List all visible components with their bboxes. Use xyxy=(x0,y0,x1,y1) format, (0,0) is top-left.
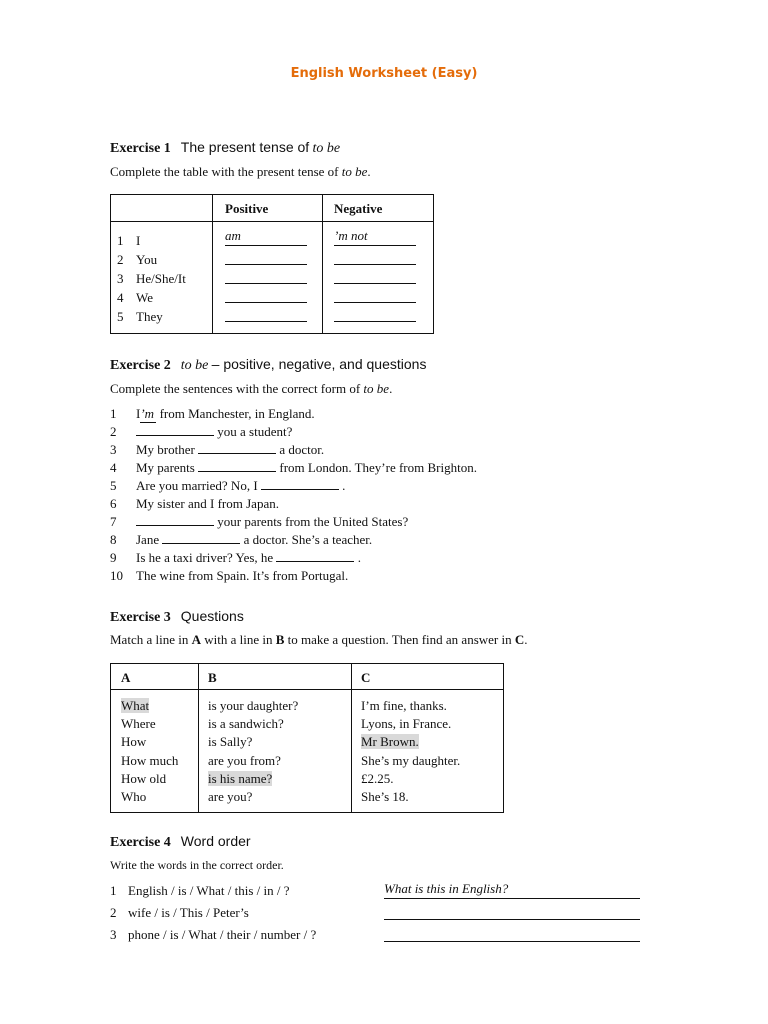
answer-line-1[interactable] xyxy=(384,882,640,899)
table-divider xyxy=(198,664,199,812)
item-text: your parents from the United States? xyxy=(217,514,409,529)
list-item xyxy=(110,460,477,478)
header-a: A xyxy=(121,670,131,685)
list-item xyxy=(110,514,408,532)
item-number: 3 xyxy=(110,442,117,457)
exercise-2-heading xyxy=(110,356,426,374)
column-a-cell[interactable]: Who xyxy=(121,788,147,804)
answer-blank[interactable] xyxy=(261,479,339,490)
list-item xyxy=(110,406,315,424)
row-pronoun: You xyxy=(136,252,158,267)
instruction-italic: to be xyxy=(363,381,390,396)
negative-answer-1[interactable] xyxy=(334,229,416,246)
positive-answer-4[interactable] xyxy=(225,286,307,303)
column-a-cell[interactable]: Where xyxy=(121,716,156,732)
answer-blank[interactable] xyxy=(276,551,354,562)
item-number: 1 xyxy=(110,883,117,898)
row-number: 2 xyxy=(117,252,124,267)
row-number: 1 xyxy=(117,233,124,248)
item-number: 9 xyxy=(110,550,117,565)
column-c-cell[interactable]: I’m fine, thanks. xyxy=(361,698,447,713)
table-row xyxy=(117,252,157,271)
instruction-text: Match a line in xyxy=(110,632,192,647)
item-number: 10 xyxy=(110,568,123,583)
exercise-2-label: Exercise 2 xyxy=(110,358,171,373)
item-text: My parents xyxy=(136,460,195,475)
instruction-text: to make a question. Then find an answer in xyxy=(284,632,515,647)
header-positive: Positive xyxy=(225,201,269,216)
item-number: 1 xyxy=(110,406,117,421)
exercise-3-label: Exercise 3 xyxy=(110,610,171,625)
answer-blank[interactable] xyxy=(136,515,214,526)
item-words: phone / is / What / their / number / ? xyxy=(128,927,317,942)
row-number: 5 xyxy=(117,309,124,324)
exercise-3-subtitle: Questions xyxy=(180,608,244,624)
item-number: 5 xyxy=(110,478,117,493)
column-c-cell[interactable]: Lyons, in France. xyxy=(361,716,452,732)
list-item xyxy=(110,905,249,921)
answer-line-3[interactable] xyxy=(384,925,640,942)
list-item xyxy=(110,568,348,586)
item-number: 7 xyxy=(110,514,117,529)
column-b-cell[interactable]: are you from? xyxy=(208,752,281,768)
column-b-cell[interactable]: is Sally? xyxy=(208,734,253,750)
list-item xyxy=(110,424,292,442)
list-item xyxy=(110,550,361,568)
row-pronoun: I xyxy=(136,233,141,248)
worksheet-title: English Worksheet (Easy) xyxy=(290,66,478,81)
column-c-cell[interactable]: She’s my daughter. xyxy=(361,752,461,768)
column-a xyxy=(121,698,178,807)
instruction-bold: B xyxy=(275,632,285,647)
item-text: a doctor. xyxy=(279,442,325,457)
answer-line-2[interactable] xyxy=(384,903,640,920)
exercise-4-label: Exercise 4 xyxy=(110,835,171,850)
item-number: 2 xyxy=(110,905,117,920)
column-c-cell[interactable]: She’s 18. xyxy=(361,788,409,804)
table-row xyxy=(117,233,140,252)
item-words: wife / is / This / Peter’s xyxy=(128,905,249,920)
column-b-cell[interactable]: is his name? xyxy=(208,770,273,786)
row-number: 3 xyxy=(117,271,124,286)
item-text: from Manchester, in England. xyxy=(159,406,315,421)
negative-answer-5[interactable] xyxy=(334,305,416,322)
list-item xyxy=(110,478,345,496)
instruction-text: with a line in xyxy=(200,632,276,647)
exercise-4-instruction: Write the words in the correct order. xyxy=(110,858,284,872)
column-c-cell[interactable]: £2.25. xyxy=(361,770,394,786)
exercise-3-instruction xyxy=(110,632,528,648)
item-text: My sister and I from Japan. xyxy=(136,496,279,511)
column-a-cell[interactable]: What xyxy=(121,698,150,713)
exercise-4-subtitle: Word order xyxy=(180,833,251,849)
item-text: . xyxy=(357,550,361,565)
answer-blank[interactable] xyxy=(162,533,240,544)
exercise-2-subtitle-italic: to be xyxy=(180,358,209,373)
exercise-3-heading xyxy=(110,608,244,626)
exercise-2-instruction xyxy=(110,381,392,397)
positive-answer-3[interactable] xyxy=(225,267,307,284)
table-divider xyxy=(212,195,213,333)
column-a-cell[interactable]: How old xyxy=(121,770,167,786)
positive-example: am xyxy=(225,228,241,243)
instruction-bold: A xyxy=(191,632,201,647)
header-b: B xyxy=(208,670,217,685)
column-a-cell[interactable]: How much xyxy=(121,752,179,768)
instruction-punct: . xyxy=(389,381,393,396)
instruction-bold: C xyxy=(514,632,525,647)
item-number: 8 xyxy=(110,532,117,547)
answer-blank[interactable] xyxy=(198,443,276,454)
table-header-row xyxy=(111,195,433,222)
item-words: English / is / What / this / in / ? xyxy=(128,883,290,898)
exercise-1-subtitle: The present tense of xyxy=(180,139,310,155)
item-number: 2 xyxy=(110,424,117,439)
list-item xyxy=(110,927,316,943)
item-text: My brother xyxy=(136,442,195,457)
item-text: The wine from Spain. It’s from Portugal. xyxy=(136,568,349,583)
row-pronoun: He/She/It xyxy=(136,271,186,286)
answer-blank[interactable] xyxy=(198,461,276,472)
item-text: Is he a taxi driver? Yes, he xyxy=(136,550,274,565)
example-answer: ’m xyxy=(140,406,156,423)
item-number: 4 xyxy=(110,460,117,475)
list-item xyxy=(110,532,372,550)
item-text: Jane xyxy=(136,532,160,547)
instruction-punct: . xyxy=(367,164,371,179)
positive-answer-1[interactable] xyxy=(225,229,307,246)
column-b-cell[interactable]: is a sandwich? xyxy=(208,716,284,732)
instruction-text: Complete the sentences with the correct form of xyxy=(110,381,361,396)
positive-answer-2[interactable] xyxy=(225,248,307,265)
table-row xyxy=(117,290,153,309)
item-text: I xyxy=(136,406,141,421)
negative-answer-4[interactable] xyxy=(334,286,416,303)
negative-answer-3[interactable] xyxy=(334,267,416,284)
item-text: you a student? xyxy=(217,424,293,439)
exercise-4-heading xyxy=(110,833,251,851)
header-negative: Negative xyxy=(334,201,383,216)
row-pronoun: They xyxy=(136,309,163,324)
row-pronoun: We xyxy=(136,290,153,305)
column-c-cell[interactable]: Mr Brown. xyxy=(361,734,419,750)
header-c: C xyxy=(361,670,371,685)
negative-example: ’m not xyxy=(334,228,368,243)
column-a-cell[interactable]: How xyxy=(121,734,147,750)
table-row xyxy=(117,271,186,290)
exercise-2-subtitle: – positive, negative, and questions xyxy=(211,356,427,372)
answer-blank[interactable] xyxy=(136,425,214,436)
column-c xyxy=(361,698,460,807)
table-header-row xyxy=(111,664,503,690)
column-b-cell[interactable]: are you? xyxy=(208,788,253,804)
item-number: 6 xyxy=(110,496,117,511)
instruction-text: Complete the table with the present tense of xyxy=(110,164,339,179)
exercise-1-table xyxy=(110,194,434,334)
item-text: a doctor. She’s a teacher. xyxy=(243,532,373,547)
exercise-1-label: Exercise 1 xyxy=(110,141,171,156)
item-text: Are you married? No, I xyxy=(136,478,258,493)
example-answer: What is this in English? xyxy=(384,881,509,896)
list-item xyxy=(110,442,324,460)
list-item xyxy=(110,496,279,514)
exercise-1-subtitle-italic: to be xyxy=(312,141,341,156)
list-item xyxy=(110,883,290,899)
item-text: from London. They’re from Brighton. xyxy=(279,460,477,475)
positive-answer-5[interactable] xyxy=(225,305,307,322)
row-number: 4 xyxy=(117,290,124,305)
table-divider xyxy=(322,195,323,333)
exercise-1-heading xyxy=(110,139,340,157)
item-text: . xyxy=(342,478,346,493)
column-b-cell[interactable]: is your daughter? xyxy=(208,698,299,713)
exercise-1-instruction xyxy=(110,164,371,180)
negative-answer-2[interactable] xyxy=(334,248,416,265)
instruction-italic: to be xyxy=(341,164,368,179)
instruction-punct: . xyxy=(524,632,528,647)
item-number: 3 xyxy=(110,927,117,942)
column-b xyxy=(208,698,298,807)
table-divider xyxy=(351,664,352,812)
exercise-3-table xyxy=(110,663,504,813)
table-row xyxy=(117,309,163,328)
